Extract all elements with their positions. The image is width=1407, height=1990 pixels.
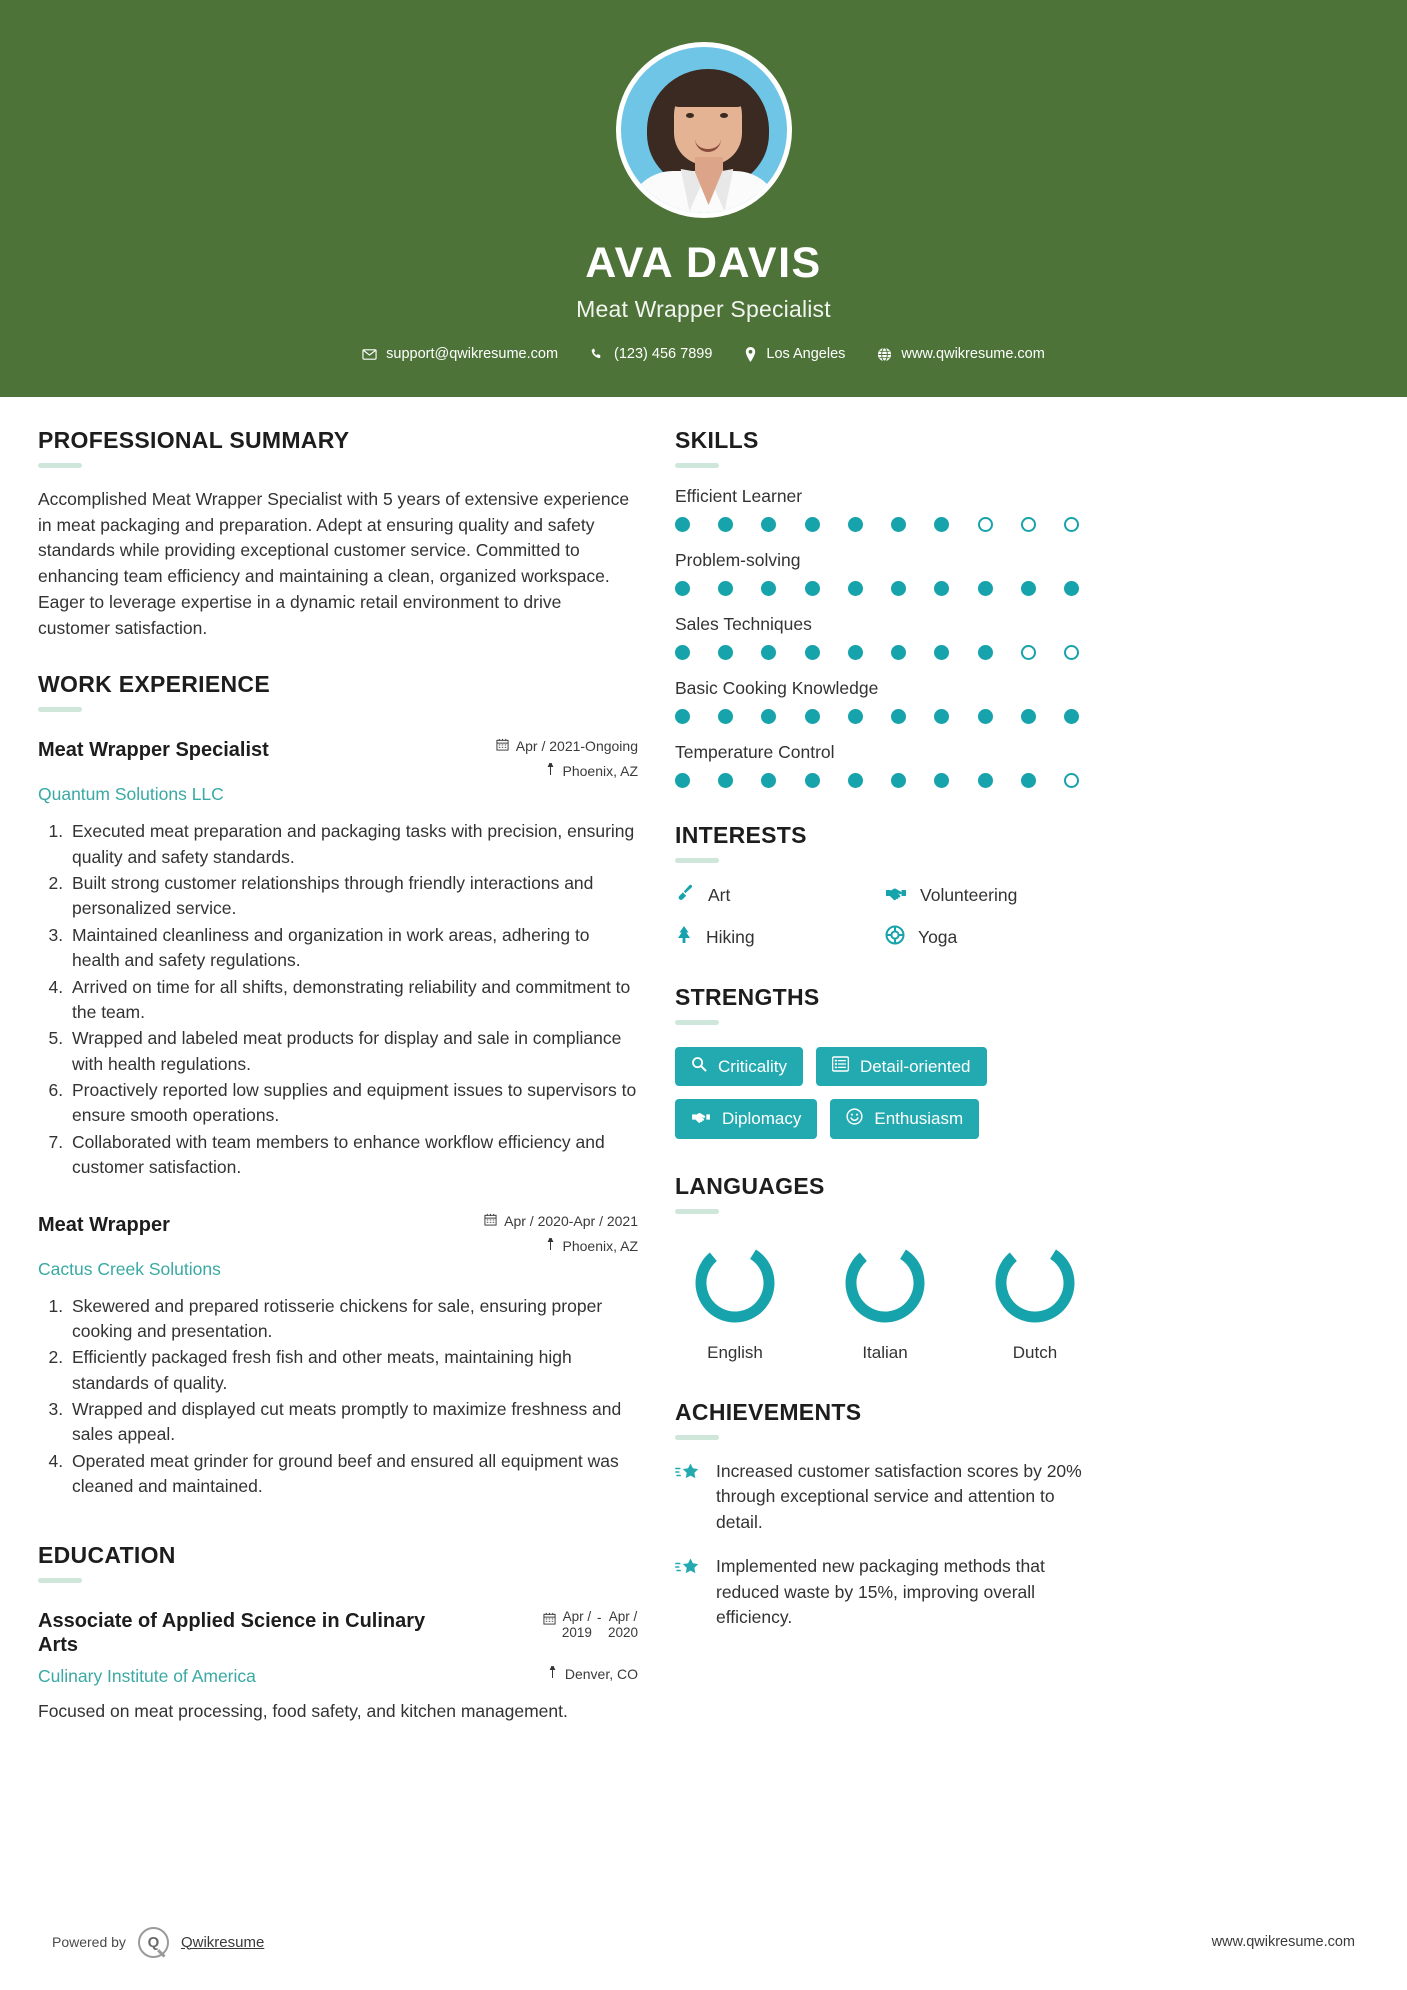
- skill-dot-filled: [718, 645, 733, 660]
- degree-title: Associate of Applied Science in Culinary Arts: [38, 1609, 426, 1656]
- achievement-item: [675, 1554, 1105, 1630]
- education-end-month: Apr /: [608, 1608, 638, 1624]
- languages-heading: LANGUAGES: [675, 1173, 825, 1199]
- skill-dot-filled: [805, 645, 820, 660]
- skill-dot-filled: [805, 709, 820, 724]
- strength-chip: [816, 1047, 987, 1086]
- section-interests: [675, 822, 1365, 950]
- language-ring: [692, 1240, 778, 1331]
- skill-dot-filled: [675, 517, 690, 532]
- job-title: Meat Wrapper: [38, 1213, 170, 1236]
- skill-dot-filled: [675, 645, 690, 660]
- list-item: 4. Operated meat grinder for ground beef and ensured all equipment was cleaned and maintained.: [68, 1449, 638, 1500]
- contact-phone[interactable]: [590, 346, 712, 362]
- handshake-icon: [691, 1109, 711, 1130]
- interests-heading: INTERESTS: [675, 822, 807, 848]
- skill-item: [675, 486, 1365, 532]
- skill-rating: [675, 517, 1079, 532]
- skill-dot-filled: [934, 581, 949, 596]
- skill-item: [675, 614, 1365, 660]
- lifebuoy-icon: [885, 925, 905, 950]
- calendar-icon: [484, 1213, 497, 1229]
- skill-dot-filled: [848, 517, 863, 532]
- section-rule: [675, 858, 719, 863]
- star-icon: [675, 1557, 701, 1584]
- list-item: 2. Efficiently packaged fresh fish and other meats, maintaining high standards of quality.: [68, 1345, 638, 1396]
- strength-chip: [830, 1099, 979, 1139]
- job-company[interactable]: Cactus Creek Solutions: [38, 1258, 221, 1279]
- qwikresume-logo-icon: Q: [138, 1927, 169, 1958]
- resume-body: [0, 397, 1407, 1742]
- interest-item: [885, 925, 1095, 950]
- skill-dot-filled: [934, 773, 949, 788]
- skill-dot-filled: [934, 709, 949, 724]
- achievement-text: Increased customer satisfaction scores by 20% through exceptional service and attention to detail.: [716, 1461, 1082, 1532]
- list-item: 5. Wrapped and labeled meat products for display and sale in compliance with health regulations.: [68, 1026, 638, 1077]
- skill-dot-empty: [1064, 645, 1079, 660]
- section-skills: [675, 427, 1365, 788]
- skill-dot-filled: [848, 645, 863, 660]
- contact-email-text: support@qwikresume.com: [386, 346, 559, 362]
- section-rule: [675, 1209, 719, 1214]
- powered-by-label: Powered by: [52, 1934, 126, 1950]
- section-professional-summary: [38, 427, 638, 641]
- skill-item: [675, 742, 1365, 788]
- date-separator: -: [596, 1609, 602, 1625]
- language-label: Italian: [862, 1343, 908, 1362]
- language-label: Dutch: [1012, 1343, 1058, 1362]
- education-end: [596, 1608, 638, 1643]
- skill-dot-filled: [718, 581, 733, 596]
- work-entry: [38, 738, 638, 1180]
- smiley-icon: [846, 1108, 863, 1130]
- list-item: 2. Built strong customer relationships through friendly interactions and personalized service.: [68, 871, 638, 922]
- skill-dot-filled: [675, 773, 690, 788]
- work-entry: [38, 1213, 638, 1500]
- skill-label: Efficient Learner: [675, 486, 803, 506]
- skill-dot-filled: [805, 773, 820, 788]
- map-pin-icon: [545, 1238, 556, 1254]
- interest-item: [675, 925, 885, 950]
- education-end-year: 2020: [607, 1625, 638, 1641]
- skill-dot-filled: [761, 709, 776, 724]
- job-location-row: [468, 1238, 638, 1254]
- section-work-experience: [38, 671, 638, 1499]
- language-item: [675, 1240, 795, 1363]
- skill-item: [675, 678, 1365, 724]
- footer-website[interactable]: www.qwikresume.com: [1211, 1934, 1355, 1950]
- skill-dot-filled: [848, 581, 863, 596]
- section-rule: [675, 1020, 719, 1025]
- skill-dot-filled: [1021, 709, 1036, 724]
- skill-dot-empty: [1021, 645, 1036, 660]
- contact-location: [744, 346, 845, 362]
- strength-label: Diplomacy: [722, 1109, 802, 1128]
- job-meta: [468, 1213, 638, 1254]
- professional-summary-text: Accomplished Meat Wrapper Specialist with 5 years of extensive experience in meat packaging and preparation. Adept at ensuring quality and safety standards while providing exceptional customer service. Committed to enhancing team efficiency and maintaining a clean, organized workspace. Eager to leverage expertise in a dynamic retail environment to drive customer satisfaction.: [38, 489, 630, 638]
- skill-dot-filled: [978, 709, 993, 724]
- achievement-item: [675, 1459, 1105, 1535]
- skill-dot-empty: [1021, 517, 1036, 532]
- skill-item: [675, 550, 1365, 596]
- strength-chip: [675, 1099, 817, 1139]
- skill-dot-filled: [675, 709, 690, 724]
- interest-label: Volunteering: [920, 885, 1018, 905]
- globe-icon: [877, 347, 892, 362]
- skill-rating: [675, 709, 1079, 724]
- achievement-text: Implemented new packaging methods that reduced waste by 15%, improving overall efficiency.: [716, 1556, 1045, 1627]
- avatar: [616, 42, 792, 218]
- map-pin-icon: [547, 1666, 558, 1682]
- strength-label: Detail-oriented: [859, 1056, 971, 1076]
- list-item: 1. Skewered and prepared rotisserie chickens for sale, ensuring proper cooking and presentation.: [68, 1294, 638, 1345]
- job-bullets: [38, 1294, 638, 1500]
- section-strengths: [675, 984, 1365, 1139]
- job-dates-row: [468, 738, 638, 754]
- education-school[interactable]: Culinary Institute of America: [38, 1665, 256, 1686]
- achievements-heading: ACHIEVEMENTS: [675, 1399, 862, 1425]
- candidate-name: AVA DAVIS: [585, 239, 822, 287]
- strength-label: Criticality: [718, 1056, 787, 1076]
- language-label: English: [707, 1343, 763, 1362]
- left-column: [38, 397, 638, 1742]
- skill-dot-filled: [891, 709, 906, 724]
- skill-dot-filled: [718, 517, 733, 532]
- skill-dot-filled: [718, 709, 733, 724]
- map-pin-icon: [744, 347, 757, 362]
- language-item: [825, 1240, 945, 1363]
- tree-icon: [675, 925, 693, 950]
- skill-rating: [675, 645, 1079, 660]
- job-location: Phoenix, AZ: [562, 1237, 638, 1254]
- skill-dot-filled: [891, 645, 906, 660]
- handshake-icon: [885, 883, 907, 908]
- skill-dot-filled: [891, 581, 906, 596]
- section-rule: [38, 1578, 82, 1583]
- skill-dot-filled: [761, 645, 776, 660]
- education-start-month: Apr /: [562, 1608, 592, 1624]
- section-rule: [675, 1435, 719, 1440]
- job-dates-row: [468, 1213, 638, 1229]
- skill-dot-filled: [1064, 581, 1079, 596]
- qwikresume-brand-link[interactable]: Qwikresume: [180, 1933, 265, 1951]
- interest-label: Art: [708, 885, 731, 905]
- education-location-row: [547, 1666, 638, 1682]
- language-ring: [842, 1240, 928, 1331]
- list-item: 4. Arrived on time for all shifts, demonstrating reliability and commitment to the team.: [68, 975, 638, 1026]
- skill-dot-filled: [1064, 709, 1079, 724]
- job-meta: [468, 738, 638, 779]
- interest-item: [675, 883, 885, 908]
- list-icon: [832, 1056, 849, 1077]
- list-item: 6. Proactively reported low supplies and equipment issues to supervisors to ensure smooth operations.: [68, 1078, 638, 1129]
- section-education: [38, 1542, 638, 1724]
- education-dates: [543, 1609, 638, 1643]
- language-ring: [992, 1240, 1078, 1331]
- contact-website-text: www.qwikresume.com: [901, 346, 1045, 362]
- skill-rating: [675, 581, 1079, 596]
- skill-label: Sales Techniques: [675, 614, 812, 634]
- skill-dot-filled: [761, 581, 776, 596]
- skill-dot-filled: [978, 645, 993, 660]
- list-item: 1. Executed meat preparation and packaging tasks with precision, ensuring quality and safety standards.: [68, 819, 638, 870]
- skill-dot-empty: [978, 517, 993, 532]
- phone-icon: [590, 347, 605, 362]
- section-achievements: [675, 1399, 1365, 1630]
- interest-label: Hiking: [706, 927, 755, 947]
- list-item: 3. Wrapped and displayed cut meats promptly to maximize freshness and sales appeal.: [68, 1397, 638, 1448]
- skill-dot-filled: [891, 773, 906, 788]
- job-dates: Apr / 2020-Apr / 2021: [504, 1212, 638, 1229]
- list-item: 7. Collaborated with team members to enhance workflow efficiency and customer satisfaction.: [68, 1130, 638, 1181]
- skill-label: Temperature Control: [675, 742, 835, 762]
- skill-dot-filled: [805, 517, 820, 532]
- skill-dot-empty: [1064, 773, 1079, 788]
- job-bullets: [38, 819, 638, 1180]
- skill-dot-filled: [891, 517, 906, 532]
- contact-website[interactable]: [877, 346, 1044, 362]
- contact-location-text: Los Angeles: [766, 346, 846, 362]
- calendar-icon: [496, 738, 509, 754]
- interest-item: [885, 883, 1095, 908]
- job-location-row: [468, 763, 638, 779]
- skill-dot-filled: [934, 645, 949, 660]
- section-languages: [675, 1173, 1365, 1363]
- skill-dot-filled: [848, 709, 863, 724]
- work-experience-heading: WORK EXPERIENCE: [38, 671, 270, 698]
- education-heading: EDUCATION: [38, 1541, 176, 1568]
- skill-label: Problem-solving: [675, 550, 801, 570]
- section-rule: [675, 463, 719, 468]
- job-title: Meat Wrapper Specialist: [38, 739, 269, 762]
- skill-dot-filled: [805, 581, 820, 596]
- page-footer: [0, 1894, 1407, 1990]
- resume-header: [0, 0, 1407, 397]
- skill-dot-filled: [1021, 773, 1036, 788]
- skill-dot-filled: [718, 773, 733, 788]
- job-company[interactable]: Quantum Solutions LLC: [38, 784, 224, 805]
- education-entry: [38, 1609, 638, 1724]
- education-location: Denver, CO: [564, 1665, 638, 1682]
- strength-label: Enthusiasm: [874, 1109, 964, 1128]
- skill-dot-filled: [675, 581, 690, 596]
- section-rule: [38, 707, 82, 712]
- education-description: Focused on meat processing, food safety, and kitchen management.: [38, 1700, 568, 1721]
- skill-dot-filled: [978, 581, 993, 596]
- right-column: [675, 397, 1365, 1742]
- job-dates: Apr / 2021-Ongoing: [515, 738, 638, 755]
- skill-dot-filled: [761, 773, 776, 788]
- skill-label: Basic Cooking Knowledge: [675, 678, 879, 698]
- skill-dot-filled: [1021, 581, 1036, 596]
- job-location: Phoenix, AZ: [562, 763, 638, 780]
- calendar-icon: [543, 1612, 556, 1628]
- strengths-heading: STRENGTHS: [675, 984, 820, 1010]
- interest-label: Yoga: [918, 927, 958, 947]
- list-item: 3. Maintained cleanliness and organization in work areas, adhering to health and safety regulations.: [68, 923, 638, 974]
- skill-dot-filled: [761, 517, 776, 532]
- skills-heading: SKILLS: [675, 427, 759, 453]
- candidate-role: Meat Wrapper Specialist: [576, 296, 831, 322]
- skill-rating: [675, 773, 1079, 788]
- search-icon: [691, 1056, 707, 1077]
- contact-bar: [346, 346, 1061, 362]
- professional-summary-heading: PROFESSIONAL SUMMARY: [38, 427, 350, 453]
- strength-chip: [675, 1047, 803, 1086]
- contact-email[interactable]: [362, 346, 558, 362]
- education-start-year: 2019: [561, 1625, 592, 1641]
- powered-by-block: [52, 1927, 264, 1958]
- skill-dot-empty: [1064, 517, 1079, 532]
- skill-dot-filled: [978, 773, 993, 788]
- section-rule: [38, 463, 82, 468]
- contact-phone-text: (123) 456 7899: [614, 346, 713, 362]
- map-pin-icon: [545, 763, 556, 779]
- skill-dot-filled: [848, 773, 863, 788]
- paint-brush-icon: [675, 883, 695, 908]
- envelope-icon: [362, 347, 377, 362]
- language-item: [975, 1240, 1095, 1363]
- education-start: [562, 1609, 592, 1643]
- star-icon: [675, 1462, 701, 1489]
- skill-dot-filled: [934, 517, 949, 532]
